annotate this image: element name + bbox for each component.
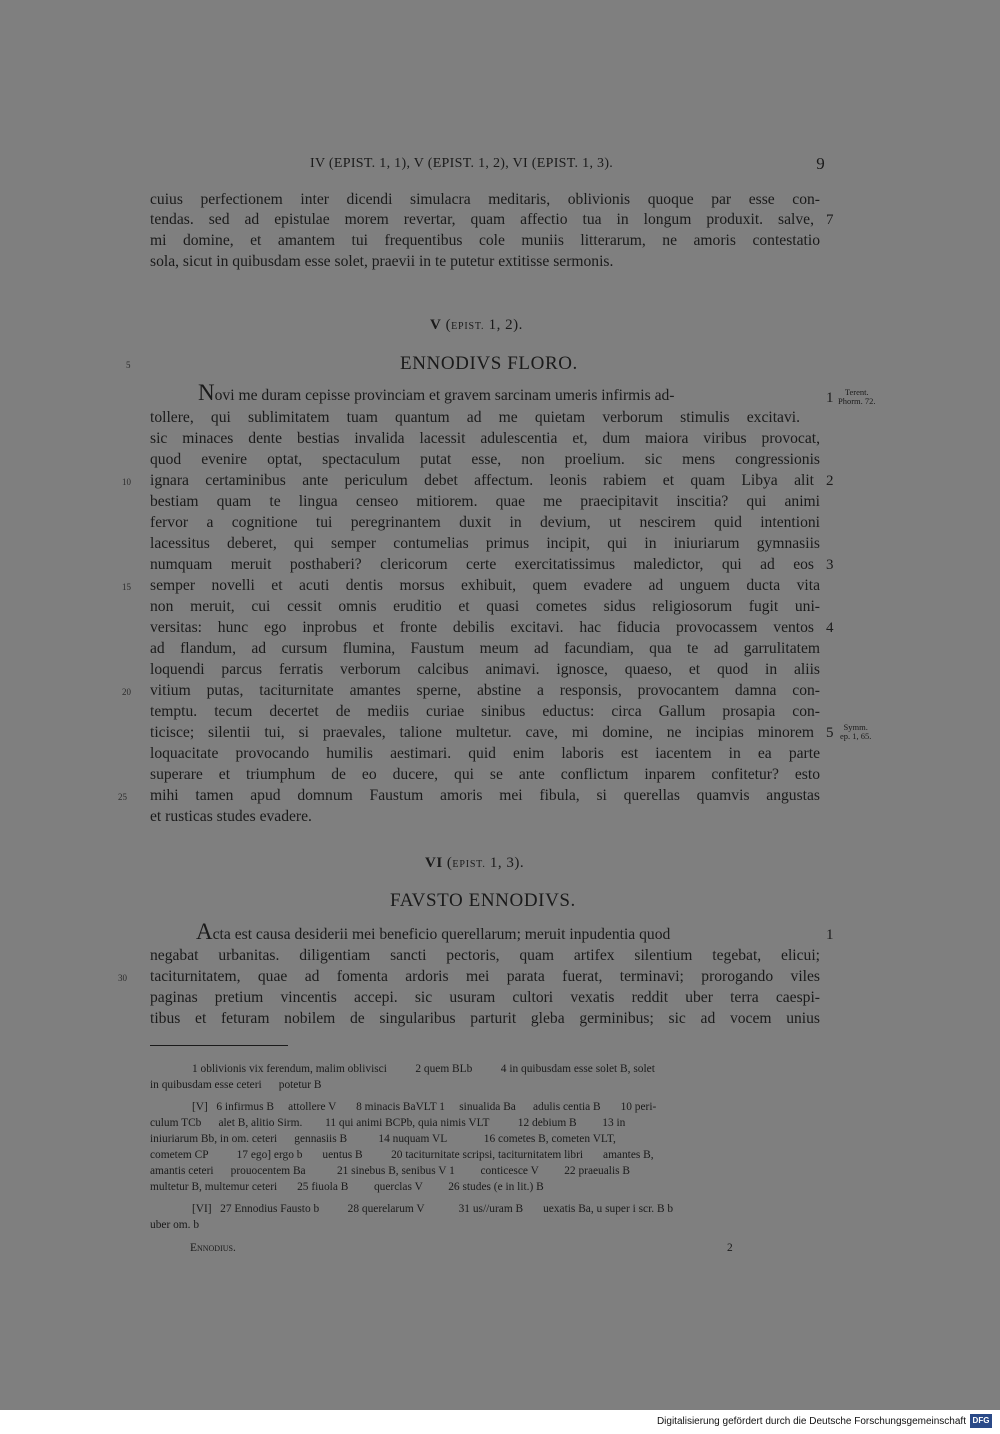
signature-mark: Ennodius. xyxy=(190,1242,236,1254)
footnote-line: [VI] 27 Ennodius Fausto b 28 querelarum V 31 us//uram B uexatis Ba, u super i scr. B b xyxy=(192,1203,674,1215)
text-line: paginas pretium vincentis accepi. sic usuram cultori vexatis reddit uber terra caespi- xyxy=(150,989,820,1006)
initial-letter: N xyxy=(198,380,215,405)
margin-number: 3 xyxy=(826,557,834,573)
text-line: taciturnitatem, quae ad fomenta ardoris mei parata fuerat, terminavi; prorogando viles xyxy=(150,968,820,985)
footnote-line: culum TCb alet B, alitio Sirm. 11 qui animi BCPb, quia nimis VLT 12 debium B 13 in xyxy=(150,1117,626,1129)
side-ref-line: ep. 1, 65. xyxy=(840,731,872,741)
section-number: VI xyxy=(425,855,443,871)
text-line: mihi tamen apud domnum Faustum amoris mei fibula, si querellas quamvis angustas xyxy=(150,787,820,804)
footnote-line: iniuriarum Bb, in om. ceteri gennasiis B 14 nuquam VL 16 cometes B, cometen VLT, xyxy=(150,1133,616,1145)
footnote-line: [V] 6 infirmus B attollere V 8 minacis BaVLT 1 sinualida Ba adulis centia B 10 peri- xyxy=(192,1101,657,1113)
text-line: lacessitus deberet, qui semper contumelias primus incipit, qui in iniuriarum gymnasiis xyxy=(150,535,820,552)
first-line xyxy=(196,919,671,945)
heading-epist: EPIST. xyxy=(452,859,486,870)
side-reference xyxy=(838,388,876,406)
first-line xyxy=(198,380,675,406)
side-ref-line: Symm. xyxy=(843,722,868,732)
footnote-line: amantis ceteri prouocentem Ba 21 sinebus B, senibus V 1 conticesce V 22 praeualis B xyxy=(150,1165,631,1177)
first-line-text: cta est causa desiderii mei beneficio querellarum; meruit inpudentia quod xyxy=(212,926,671,943)
signature-number: 2 xyxy=(727,1242,733,1254)
first-line-text: ovi me duram cepisse provinciam et gravem sarcinam umeris infirmis ad- xyxy=(214,387,675,404)
side-ref-line: Terent. xyxy=(844,387,869,397)
section-title: ENNODIVS FLORO. xyxy=(400,353,578,374)
text-line: vitium putas, taciturnitate amantes sperne, abstine a responsis, provocantem damna con- xyxy=(150,682,820,699)
text-line: sola, sicut in quibusdam esse solet, praevii in te putetur extitisse sermonis. xyxy=(150,253,614,270)
side-reference xyxy=(840,723,871,741)
text-line: non meruit, cui cessit omnis eruditio et quasi cometes sidus religiosorum fugit uni- xyxy=(150,598,820,615)
section-heading-v xyxy=(430,317,523,334)
line-number: 15 xyxy=(122,582,131,592)
line-number: 25 xyxy=(118,792,127,802)
line-number: 5 xyxy=(126,360,131,370)
initial-letter: A xyxy=(196,919,213,944)
text-line: quod evenire optat, spectaculum putat esse, non proelium. sic mens congressionis xyxy=(150,451,820,468)
text-line: ticisce; silentii tui, si praevales, talione multetur. cave, mi domine, ne incipias minorem xyxy=(150,724,814,741)
text-line: sic minaces dente bestias invalida lacessit adulescentia et, dum maiora viribus provocat, xyxy=(150,430,820,447)
side-ref-line: Phorm. 72. xyxy=(838,396,876,406)
text-line: superare et triumphum de eo ducere, qui se ante conflictum inparem confitetur? esto xyxy=(150,766,820,783)
text-line: versitas: hunc ego inprobus et fronte debilis excitavi. hac fiducia provocassem ventos xyxy=(150,619,814,636)
margin-number: 2 xyxy=(826,473,834,489)
footnote-rule xyxy=(150,1045,288,1046)
line-number: 30 xyxy=(118,973,127,983)
section-title: FAVSTO ENNODIVS. xyxy=(390,890,576,911)
section-number: V xyxy=(430,317,442,333)
text-line: mi domine, et amantem tui frequentibus cole muniis litterarum, ne amoris contestatio xyxy=(150,232,820,249)
text-line: fervor a cognitione tui peregrinantem duxit in devium, ut nescirem quid intentioni xyxy=(150,514,820,531)
text-line: loquacitate provocando humilis aestimari. quid enim laboris est iacentem in ea parte xyxy=(150,745,820,762)
margin-number: 7 xyxy=(826,212,834,228)
text-line: tendas. sed ad epistulae morem revertar, quam affectio tua in longum produxit. salve, xyxy=(150,211,814,228)
footnote-line: cometem CP 17 ego] ergo b uentus B 20 taciturnitate scripsi, taciturnitatem libri amantes B, xyxy=(150,1149,654,1161)
text-line: numquam meruit posthaberi? clericorum certe exercitatissimus maledictor, qui ad eos xyxy=(150,556,814,573)
text-line: tollere, qui sublimitatem tuam quantum ad me quietam verborum stimulis excitavi. xyxy=(150,409,800,426)
heading-ref: 1, 3). xyxy=(489,855,525,871)
text-line: cuius perfectionem inter dicendi simulacra meditaris, oblivionis quoque par esse con- xyxy=(150,191,820,208)
page-number: 9 xyxy=(816,154,825,173)
section-heading-vi xyxy=(425,855,524,872)
line-number: 10 xyxy=(122,477,131,487)
text-line: ad flandum, ad cursum flumina, Faustum meum ad facundiam, qua te ad garrulitatem xyxy=(150,640,820,657)
footnote-line: multetur B, multemur ceteri 25 fiuola B querclas V 26 studes (e in lit.) B xyxy=(150,1181,544,1193)
heading-ref: 1, 2). xyxy=(488,317,523,333)
margin-number: 1 xyxy=(826,927,834,943)
text-line: semper novelli et acuti dentis morsus exhibuit, quem evadere ad unguem ducta vita xyxy=(150,577,820,594)
text-line: loquendi parcus ferratis verborum calcibus animavi. ignosce, quaeso, et quod in aliis xyxy=(150,661,820,678)
text-line: bestiam quam te lingua censeo mitiorem. quae me praecipitavit inscitia? qui animi xyxy=(150,493,820,510)
text-line: tibus et feturam nobilem de singularibus parturit gleba germinibus; sic ad vocem unius xyxy=(150,1010,820,1027)
margin-number: 5 xyxy=(826,725,834,741)
footnote-line: in quibusdam esse ceteri potetur B xyxy=(150,1079,322,1091)
text-line: temptu. tecum decertet de mediis curiae sinibus eductus: circa Gallum prosapia con- xyxy=(150,703,820,720)
text-line: ignara certaminibus ante periculum debet affectum. leonis rabiem et quam Libya alit xyxy=(150,472,814,489)
line-number: 20 xyxy=(122,687,131,697)
dfg-logo: DFG xyxy=(970,1414,992,1428)
heading-paren: ( xyxy=(446,855,453,871)
heading-paren: ( xyxy=(445,317,452,333)
text-line: negabat urbanitas. diligentiam sancti pectoris, quam artifex silentium tegebat, elicui; xyxy=(150,947,820,964)
footnote-line: uber om. b xyxy=(150,1219,200,1231)
text-line: et rusticas studes evadere. xyxy=(150,808,312,825)
heading-epist: EPIST. xyxy=(451,321,485,332)
funding-notice: Digitalisierung gefördert durch die Deutsche Forschungsgemeinschaft xyxy=(656,1416,966,1427)
footnote-line: 1 oblivionis vix ferendum, malim oblivisci 2 quem BLb 4 in quibusdam esse solet B, solet xyxy=(192,1063,655,1075)
margin-number: 1 xyxy=(826,390,834,406)
header-title: IV (EPIST. 1, 1), V (EPIST. 1, 2), VI (EPIST. 1, 3). xyxy=(310,156,614,171)
margin-number: 4 xyxy=(826,620,834,636)
